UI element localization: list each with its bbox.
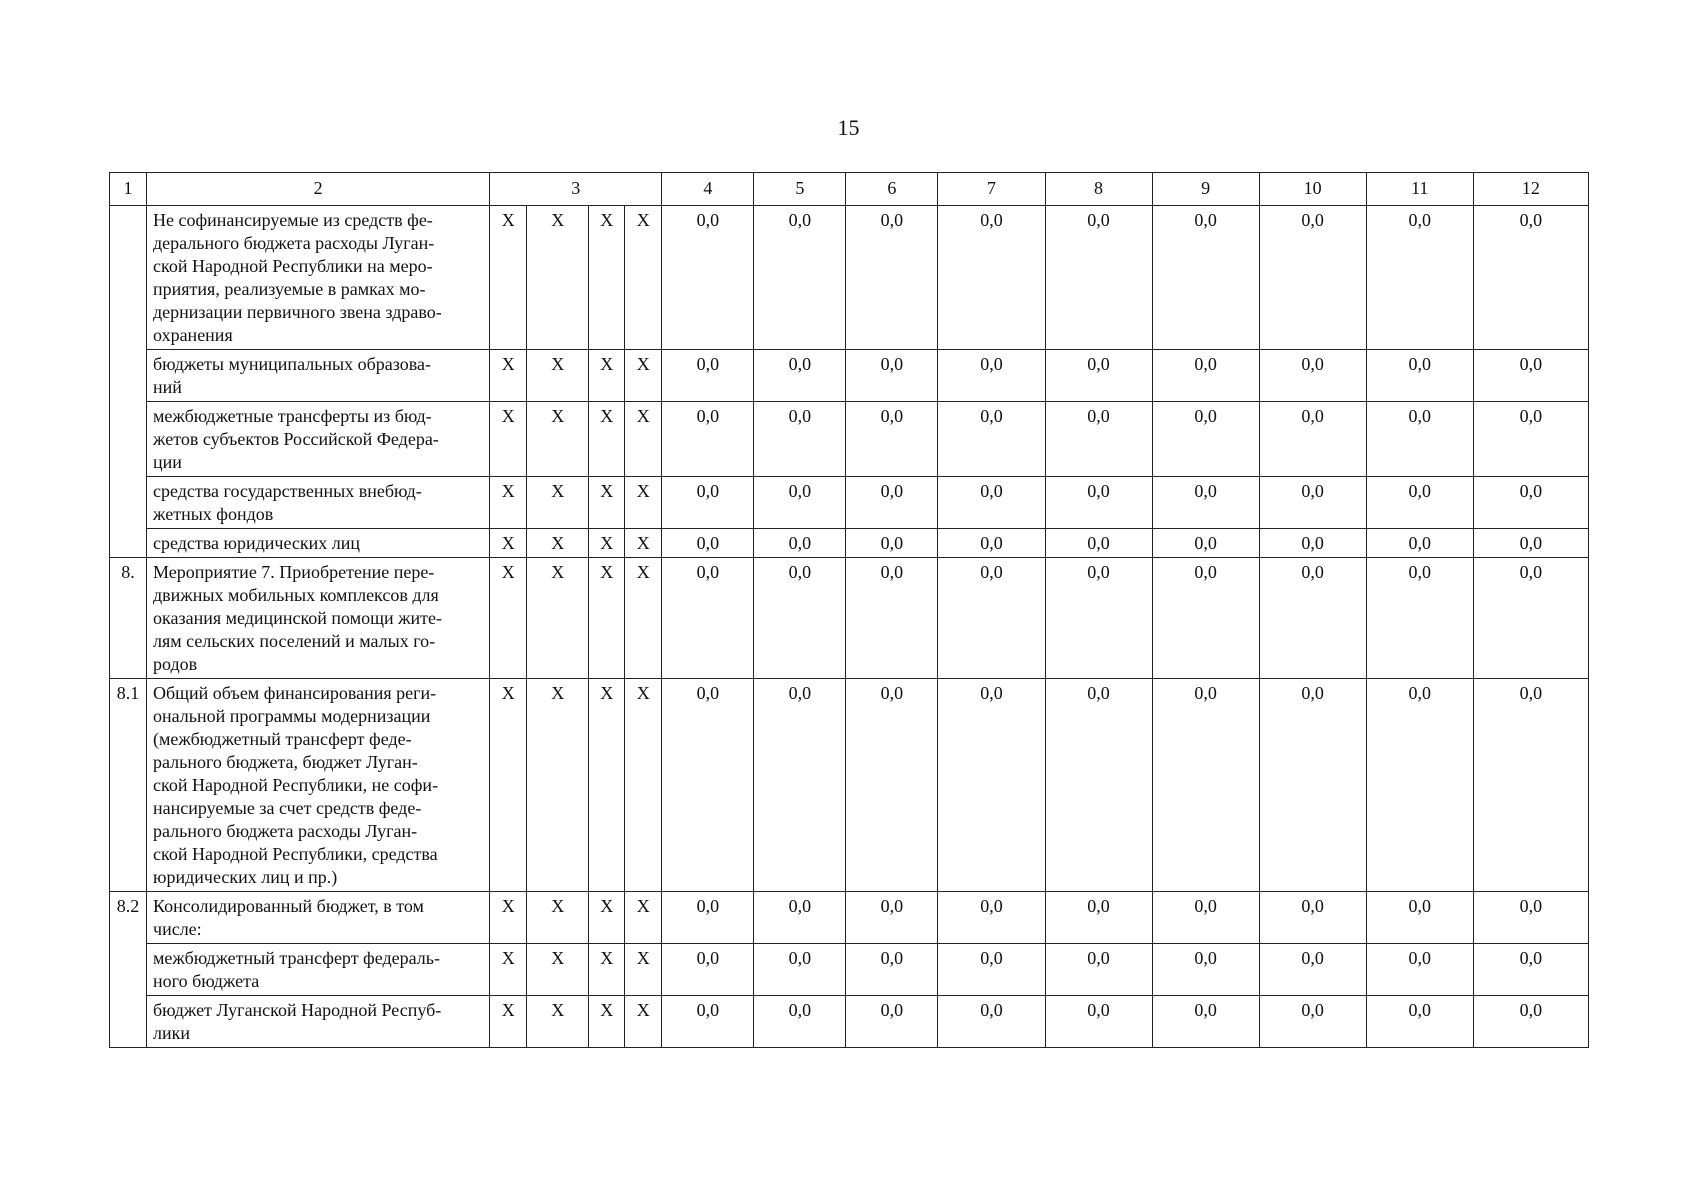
description-line: ональной программы модернизации	[153, 706, 431, 726]
description-line: ного бюджета	[153, 971, 260, 991]
row-description-cell	[147, 402, 490, 477]
value-cell: 0,0	[1473, 892, 1588, 944]
description-line: рального бюджета, бюджет Луган-	[153, 752, 418, 772]
value-cell: 0,0	[938, 679, 1045, 892]
value-cell: 0,0	[662, 558, 754, 679]
header-cell: 10	[1259, 173, 1366, 206]
value-cell: 0,0	[846, 477, 938, 529]
description-line: ции	[153, 452, 182, 472]
row-description-cell	[147, 996, 490, 1048]
table-row	[110, 402, 1589, 477]
value-cell: 0,0	[1473, 529, 1588, 558]
description-line: дернизации первичного звена здраво-	[153, 302, 442, 322]
x-mark-cell: X	[625, 350, 662, 402]
value-cell: 0,0	[938, 350, 1045, 402]
x-mark-cell: X	[589, 892, 625, 944]
value-cell: 0,0	[1259, 529, 1366, 558]
value-cell: 0,0	[754, 558, 846, 679]
value-cell: 0,0	[662, 206, 754, 350]
x-mark-cell: X	[625, 402, 662, 477]
x-mark-cell: X	[490, 402, 527, 477]
value-cell: 0,0	[754, 402, 846, 477]
value-cell: 0,0	[1366, 996, 1473, 1048]
x-mark-cell: X	[527, 477, 589, 529]
value-cell: 0,0	[1473, 558, 1588, 679]
x-mark-cell: X	[527, 558, 589, 679]
table-header-row	[110, 173, 1589, 206]
value-cell: 0,0	[1152, 996, 1259, 1048]
description-line: Не софинансируемые из средств фе-	[153, 210, 433, 230]
x-mark-cell: X	[490, 944, 527, 996]
value-cell: 0,0	[662, 944, 754, 996]
x-mark-cell: X	[490, 996, 527, 1048]
x-mark-cell: X	[527, 350, 589, 402]
value-cell: 0,0	[1473, 477, 1588, 529]
header-cell: 6	[846, 173, 938, 206]
description-line: приятия, реализуемые в рамках мо-	[153, 279, 426, 299]
value-cell: 0,0	[938, 996, 1045, 1048]
value-cell: 0,0	[1045, 996, 1152, 1048]
x-mark-cell: X	[625, 529, 662, 558]
x-mark-cell: X	[490, 558, 527, 679]
table-row	[110, 350, 1589, 402]
value-cell: 0,0	[1152, 558, 1259, 679]
value-cell: 0,0	[1259, 679, 1366, 892]
value-cell: 0,0	[1473, 350, 1588, 402]
description-line: оказания медицинской помощи жите-	[153, 608, 442, 628]
value-cell: 0,0	[662, 996, 754, 1048]
x-mark-cell: X	[589, 558, 625, 679]
description-line: средства юридических лиц	[153, 533, 360, 553]
x-mark-cell: X	[490, 350, 527, 402]
description-line: (межбюджетный трансферт феде-	[153, 729, 412, 749]
x-mark-cell: X	[625, 679, 662, 892]
value-cell: 0,0	[1473, 996, 1588, 1048]
value-cell: 0,0	[1152, 944, 1259, 996]
header-cell: 11	[1366, 173, 1473, 206]
row-number-cell: 8.	[110, 558, 147, 679]
x-mark-cell: X	[527, 529, 589, 558]
row-number-cell: 8.1	[110, 679, 147, 892]
row-number-cell	[110, 206, 147, 558]
value-cell: 0,0	[662, 350, 754, 402]
description-line: движных мобильных комплексов для	[153, 585, 439, 605]
value-cell: 0,0	[1366, 350, 1473, 402]
x-mark-cell: X	[625, 477, 662, 529]
row-description-cell	[147, 558, 490, 679]
description-line: ний	[153, 377, 182, 397]
description-line: жетных фондов	[153, 504, 274, 524]
description-line: Общий объем финансирования реги-	[153, 683, 437, 703]
x-mark-cell: X	[490, 477, 527, 529]
x-mark-cell: X	[490, 206, 527, 350]
x-mark-cell: X	[527, 402, 589, 477]
value-cell: 0,0	[1366, 558, 1473, 679]
x-mark-cell: X	[589, 529, 625, 558]
value-cell: 0,0	[938, 558, 1045, 679]
table-row	[110, 996, 1589, 1048]
x-mark-cell: X	[589, 206, 625, 350]
header-cell: 7	[938, 173, 1045, 206]
value-cell: 0,0	[1259, 402, 1366, 477]
description-line: охранения	[153, 325, 233, 345]
value-cell: 0,0	[938, 529, 1045, 558]
value-cell: 0,0	[1259, 206, 1366, 350]
description-line: межбюджетный трансферт федераль-	[153, 948, 440, 968]
value-cell: 0,0	[846, 402, 938, 477]
description-line: бюджеты муниципальных образова-	[153, 354, 432, 374]
value-cell: 0,0	[1045, 206, 1152, 350]
table-row	[110, 206, 1589, 350]
description-line: лики	[153, 1023, 191, 1043]
x-mark-cell: X	[490, 679, 527, 892]
financing-table	[109, 172, 1589, 1048]
value-cell: 0,0	[1259, 350, 1366, 402]
x-mark-cell: X	[527, 679, 589, 892]
description-line: ской Народной Республики, не софи-	[153, 775, 439, 795]
value-cell: 0,0	[1366, 206, 1473, 350]
value-cell: 0,0	[1473, 679, 1588, 892]
value-cell: 0,0	[1045, 477, 1152, 529]
value-cell: 0,0	[754, 892, 846, 944]
value-cell: 0,0	[846, 350, 938, 402]
value-cell: 0,0	[846, 944, 938, 996]
value-cell: 0,0	[1045, 892, 1152, 944]
value-cell: 0,0	[846, 679, 938, 892]
row-description-cell	[147, 477, 490, 529]
description-line: нансируемые за счет средств феде-	[153, 798, 422, 818]
value-cell: 0,0	[1259, 944, 1366, 996]
value-cell: 0,0	[1152, 206, 1259, 350]
value-cell: 0,0	[662, 477, 754, 529]
value-cell: 0,0	[662, 679, 754, 892]
value-cell: 0,0	[1259, 558, 1366, 679]
description-line: дерального бюджета расходы Луган-	[153, 233, 435, 253]
description-line: юридических лиц и пр.)	[153, 867, 338, 887]
row-description-cell	[147, 206, 490, 350]
row-description-cell	[147, 944, 490, 996]
table-row	[110, 892, 1589, 944]
x-mark-cell: X	[527, 892, 589, 944]
x-mark-cell: X	[625, 206, 662, 350]
value-cell: 0,0	[1045, 402, 1152, 477]
value-cell: 0,0	[938, 892, 1045, 944]
value-cell: 0,0	[1259, 892, 1366, 944]
value-cell: 0,0	[1152, 679, 1259, 892]
x-mark-cell: X	[589, 944, 625, 996]
description-line: Консолидированный бюджет, в том	[153, 896, 424, 916]
value-cell: 0,0	[846, 206, 938, 350]
table-row	[110, 477, 1589, 529]
x-mark-cell: X	[589, 679, 625, 892]
value-cell: 0,0	[1366, 477, 1473, 529]
description-line: жетов субъектов Российской Федера-	[153, 429, 439, 449]
value-cell: 0,0	[1366, 529, 1473, 558]
table-row	[110, 529, 1589, 558]
value-cell: 0,0	[1045, 350, 1152, 402]
value-cell: 0,0	[846, 529, 938, 558]
page-number: 15	[837, 115, 860, 140]
description-line: лям сельских поселений и малых го-	[153, 631, 436, 651]
value-cell: 0,0	[1152, 350, 1259, 402]
value-cell: 0,0	[846, 892, 938, 944]
x-mark-cell: X	[589, 996, 625, 1048]
table-row	[110, 679, 1589, 892]
x-mark-cell: X	[589, 477, 625, 529]
value-cell: 0,0	[662, 892, 754, 944]
x-mark-cell: X	[490, 892, 527, 944]
value-cell: 0,0	[754, 996, 846, 1048]
x-mark-cell: X	[589, 350, 625, 402]
value-cell: 0,0	[1152, 892, 1259, 944]
description-line: ской Народной Республики на меро-	[153, 256, 433, 276]
description-line: родов	[153, 654, 198, 674]
value-cell: 0,0	[1366, 402, 1473, 477]
value-cell: 0,0	[938, 477, 1045, 529]
x-mark-cell: X	[527, 996, 589, 1048]
value-cell: 0,0	[1366, 944, 1473, 996]
value-cell: 0,0	[1152, 529, 1259, 558]
value-cell: 0,0	[1366, 679, 1473, 892]
x-mark-cell: X	[527, 944, 589, 996]
header-cell: 5	[754, 173, 846, 206]
x-mark-cell: X	[589, 402, 625, 477]
value-cell: 0,0	[938, 944, 1045, 996]
value-cell: 0,0	[662, 529, 754, 558]
x-mark-cell: X	[625, 558, 662, 679]
value-cell: 0,0	[1045, 558, 1152, 679]
value-cell: 0,0	[1473, 402, 1588, 477]
value-cell: 0,0	[1259, 996, 1366, 1048]
x-mark-cell: X	[527, 206, 589, 350]
header-cell: 9	[1152, 173, 1259, 206]
value-cell: 0,0	[1259, 477, 1366, 529]
x-mark-cell: X	[625, 996, 662, 1048]
value-cell: 0,0	[1045, 944, 1152, 996]
value-cell: 0,0	[1366, 892, 1473, 944]
value-cell: 0,0	[1473, 944, 1588, 996]
table-row	[110, 944, 1589, 996]
value-cell: 0,0	[846, 558, 938, 679]
value-cell: 0,0	[1045, 529, 1152, 558]
header-cell: 3	[490, 173, 662, 206]
value-cell: 0,0	[754, 679, 846, 892]
header-cell: 12	[1473, 173, 1588, 206]
value-cell: 0,0	[754, 206, 846, 350]
description-line: рального бюджета расходы Луган-	[153, 821, 418, 841]
description-line: числе:	[153, 919, 202, 939]
value-cell: 0,0	[754, 477, 846, 529]
description-line: Мероприятие 7. Приобретение пере-	[153, 562, 435, 582]
header-cell: 2	[147, 173, 490, 206]
description-line: межбюджетные трансферты из бюд-	[153, 406, 432, 426]
x-mark-cell: X	[625, 944, 662, 996]
value-cell: 0,0	[662, 402, 754, 477]
value-cell: 0,0	[1152, 477, 1259, 529]
value-cell: 0,0	[754, 350, 846, 402]
value-cell: 0,0	[846, 996, 938, 1048]
row-description-cell	[147, 529, 490, 558]
value-cell: 0,0	[938, 206, 1045, 350]
header-cell: 1	[110, 173, 147, 206]
x-mark-cell: X	[490, 529, 527, 558]
value-cell: 0,0	[754, 529, 846, 558]
row-description-cell	[147, 892, 490, 944]
row-description-cell	[147, 350, 490, 402]
table-row	[110, 558, 1589, 679]
description-line: средства государственных внебюд-	[153, 481, 422, 501]
value-cell: 0,0	[938, 402, 1045, 477]
row-number-cell: 8.2	[110, 892, 147, 1048]
header-cell: 8	[1045, 173, 1152, 206]
x-mark-cell: X	[625, 892, 662, 944]
value-cell: 0,0	[1045, 679, 1152, 892]
value-cell: 0,0	[754, 944, 846, 996]
description-line: ской Народной Республики, средства	[153, 844, 438, 864]
value-cell: 0,0	[1473, 206, 1588, 350]
row-description-cell	[147, 679, 490, 892]
header-cell: 4	[662, 173, 754, 206]
value-cell: 0,0	[1152, 402, 1259, 477]
description-line: бюджет Луганской Народной Респуб-	[153, 1000, 442, 1020]
